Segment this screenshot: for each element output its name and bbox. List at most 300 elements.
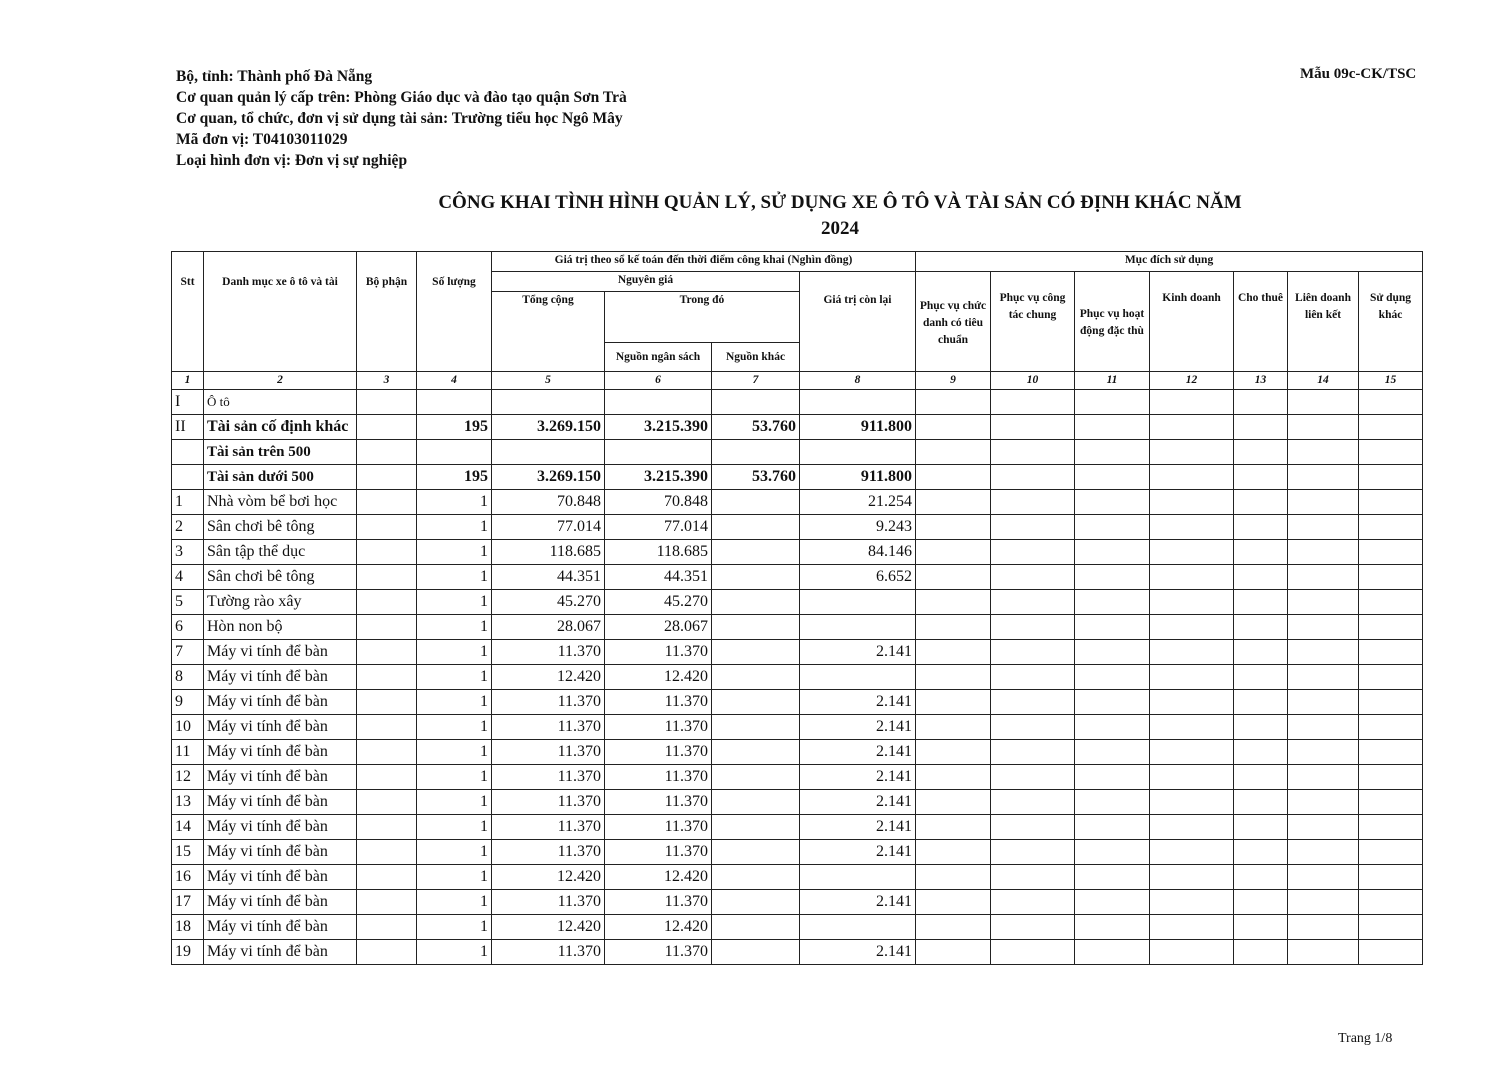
- department-cell: [357, 615, 417, 640]
- purpose-cell: [1075, 790, 1150, 815]
- remaining-value-cell: [800, 440, 916, 465]
- department-cell: [357, 565, 417, 590]
- header-line-unit-code: Mã đơn vị: T04103011029: [176, 131, 348, 148]
- purpose-cell: [916, 590, 991, 615]
- purpose-cell: [1234, 540, 1288, 565]
- remaining-value-cell: 2.141: [800, 640, 916, 665]
- table-row: [172, 465, 1423, 490]
- stt-cell: 13: [172, 790, 204, 815]
- total-cell: 11.370: [492, 940, 605, 965]
- total-cell: 12.420: [492, 665, 605, 690]
- quantity-cell: 1: [417, 840, 492, 865]
- purpose-cell: [916, 790, 991, 815]
- purpose-cell: [1234, 740, 1288, 765]
- remaining-value-cell: [800, 615, 916, 640]
- purpose-cell: [1075, 915, 1150, 940]
- purpose-cell: [1359, 565, 1423, 590]
- purpose-cell: [991, 490, 1075, 515]
- item-name-cell: Máy vi tính để bàn: [204, 665, 357, 690]
- budget-source-cell: 11.370: [605, 765, 712, 790]
- budget-source-cell: 11.370: [605, 690, 712, 715]
- purpose-cell: [1288, 715, 1359, 740]
- stt-cell: 5: [172, 590, 204, 615]
- department-cell: [357, 390, 417, 415]
- item-name-cell: Ô tô: [204, 390, 357, 415]
- purpose-cell: [1150, 515, 1234, 540]
- purpose-cell: [1150, 765, 1234, 790]
- purpose-cell: [991, 690, 1075, 715]
- purpose-cell: [1359, 865, 1423, 890]
- department-cell: [357, 465, 417, 490]
- department-cell: [357, 840, 417, 865]
- stt-cell: 17: [172, 890, 204, 915]
- purpose-cell: [916, 865, 991, 890]
- table-row: [172, 690, 1423, 715]
- table-row: [172, 640, 1423, 665]
- document-header: [176, 66, 627, 171]
- purpose-cell: [1150, 865, 1234, 890]
- purpose-cell: [991, 565, 1075, 590]
- purpose-cell: [1150, 490, 1234, 515]
- purpose-cell: [1359, 840, 1423, 865]
- purpose-cell: [991, 890, 1075, 915]
- other-source-cell: [712, 490, 800, 515]
- header-total: Tổng cộng: [492, 292, 605, 372]
- column-number: 12: [1150, 372, 1234, 390]
- purpose-cell: [1075, 690, 1150, 715]
- purpose-cell: [991, 790, 1075, 815]
- purpose-cell: [1359, 390, 1423, 415]
- item-name-cell: Máy vi tính để bàn: [204, 740, 357, 765]
- stt-cell: 10: [172, 715, 204, 740]
- purpose-cell: [1359, 715, 1423, 740]
- purpose-cell: [1075, 565, 1150, 590]
- header-department: Bộ phận: [357, 252, 417, 372]
- remaining-value-cell: 911.800: [800, 415, 916, 440]
- purpose-cell: [1288, 840, 1359, 865]
- table-row: [172, 665, 1423, 690]
- stt-cell: 7: [172, 640, 204, 665]
- purpose-cell: [1288, 740, 1359, 765]
- purpose-cell: [991, 765, 1075, 790]
- purpose-cell: [916, 665, 991, 690]
- purpose-cell: [1359, 790, 1423, 815]
- stt-cell: 16: [172, 865, 204, 890]
- remaining-value-cell: [800, 390, 916, 415]
- header-serve-title: Phục vụ chức danh có tiêu chuẩn: [916, 272, 991, 372]
- purpose-cell: [916, 515, 991, 540]
- purpose-cell: [1075, 865, 1150, 890]
- asset-table-body: [172, 390, 1423, 965]
- purpose-cell: [1075, 515, 1150, 540]
- purpose-cell: [916, 465, 991, 490]
- purpose-cell: [1150, 915, 1234, 940]
- budget-source-cell: 28.067: [605, 615, 712, 640]
- purpose-cell: [1150, 690, 1234, 715]
- remaining-value-cell: 2.141: [800, 890, 916, 915]
- purpose-cell: [1075, 490, 1150, 515]
- header-remaining-value: Giá trị còn lại: [800, 272, 916, 372]
- purpose-cell: [1359, 890, 1423, 915]
- purpose-cell: [1288, 565, 1359, 590]
- header-book-value-group: Giá trị theo sổ kế toán đến thời điểm công khai (Nghìn đồng): [492, 252, 916, 272]
- budget-source-cell: 11.370: [605, 640, 712, 665]
- other-source-cell: [712, 440, 800, 465]
- other-source-cell: [712, 840, 800, 865]
- purpose-cell: [1075, 740, 1150, 765]
- purpose-cell: [1234, 390, 1288, 415]
- item-name-cell: Tài sản trên 500: [204, 440, 357, 465]
- budget-source-cell: 11.370: [605, 790, 712, 815]
- purpose-cell: [1075, 815, 1150, 840]
- purpose-cell: [1234, 440, 1288, 465]
- purpose-cell: [1288, 390, 1359, 415]
- purpose-cell: [1234, 665, 1288, 690]
- stt-cell: 15: [172, 840, 204, 865]
- table-row: [172, 490, 1423, 515]
- purpose-cell: [1234, 640, 1288, 665]
- purpose-cell: [991, 940, 1075, 965]
- total-cell: 45.270: [492, 590, 605, 615]
- purpose-cell: [916, 540, 991, 565]
- remaining-value-cell: 2.141: [800, 715, 916, 740]
- header-of-which: Trong đó: [605, 292, 800, 343]
- quantity-cell: 1: [417, 590, 492, 615]
- purpose-cell: [991, 415, 1075, 440]
- purpose-cell: [1150, 640, 1234, 665]
- table-row: [172, 815, 1423, 840]
- purpose-cell: [1075, 540, 1150, 565]
- item-name-cell: Máy vi tính để bàn: [204, 915, 357, 940]
- purpose-cell: [1150, 390, 1234, 415]
- department-cell: [357, 740, 417, 765]
- purpose-cell: [916, 640, 991, 665]
- purpose-cell: [991, 515, 1075, 540]
- other-source-cell: [712, 815, 800, 840]
- purpose-cell: [916, 840, 991, 865]
- remaining-value-cell: 6.652: [800, 565, 916, 590]
- table-row: [172, 740, 1423, 765]
- stt-cell: 1: [172, 490, 204, 515]
- total-cell: 11.370: [492, 715, 605, 740]
- purpose-cell: [1359, 615, 1423, 640]
- purpose-cell: [1288, 940, 1359, 965]
- other-source-cell: [712, 765, 800, 790]
- purpose-cell: [916, 815, 991, 840]
- purpose-cell: [916, 440, 991, 465]
- total-cell: 11.370: [492, 640, 605, 665]
- remaining-value-cell: 2.141: [800, 940, 916, 965]
- remaining-value-cell: 2.141: [800, 815, 916, 840]
- purpose-cell: [1234, 465, 1288, 490]
- table-row: [172, 540, 1423, 565]
- column-number: 3: [357, 372, 417, 390]
- header-lease: Cho thuê: [1234, 272, 1288, 372]
- stt-cell: 18: [172, 915, 204, 940]
- asset-table: [171, 251, 1423, 965]
- purpose-cell: [991, 540, 1075, 565]
- total-cell: 11.370: [492, 840, 605, 865]
- item-name-cell: Hòn non bộ: [204, 615, 357, 640]
- column-number: 11: [1075, 372, 1150, 390]
- purpose-cell: [1359, 540, 1423, 565]
- total-cell: 12.420: [492, 915, 605, 940]
- remaining-value-cell: 2.141: [800, 840, 916, 865]
- other-source-cell: [712, 690, 800, 715]
- item-name-cell: Sân tập thể dục: [204, 540, 357, 565]
- purpose-cell: [1234, 915, 1288, 940]
- purpose-cell: [1234, 490, 1288, 515]
- header-other-use: Sử dụng khác: [1359, 272, 1423, 372]
- stt-cell: 19: [172, 940, 204, 965]
- budget-source-cell: 11.370: [605, 740, 712, 765]
- table-row: [172, 940, 1423, 965]
- purpose-cell: [1234, 615, 1288, 640]
- quantity-cell: [417, 440, 492, 465]
- column-number: 10: [991, 372, 1075, 390]
- column-number: 8: [800, 372, 916, 390]
- header-line-province: Bộ, tỉnh: Thành phố Đà Nẵng: [176, 68, 373, 85]
- other-source-cell: [712, 740, 800, 765]
- stt-cell: 4: [172, 565, 204, 590]
- purpose-cell: [1288, 865, 1359, 890]
- quantity-cell: 1: [417, 915, 492, 940]
- total-cell: 77.014: [492, 515, 605, 540]
- budget-source-cell: 11.370: [605, 815, 712, 840]
- table-row: [172, 890, 1423, 915]
- department-cell: [357, 865, 417, 890]
- department-cell: [357, 540, 417, 565]
- column-number: 7: [712, 372, 800, 390]
- purpose-cell: [1359, 815, 1423, 840]
- table-row: [172, 765, 1423, 790]
- quantity-cell: 1: [417, 715, 492, 740]
- other-source-cell: [712, 915, 800, 940]
- quantity-cell: [417, 390, 492, 415]
- purpose-cell: [916, 890, 991, 915]
- purpose-cell: [1234, 890, 1288, 915]
- page-number: Trang 1/8: [1338, 1031, 1393, 1046]
- item-name-cell: Máy vi tính để bàn: [204, 715, 357, 740]
- budget-source-cell: 3.215.390: [605, 415, 712, 440]
- purpose-cell: [991, 865, 1075, 890]
- header-budget-source: Nguồn ngân sách: [605, 343, 712, 372]
- stt-cell: 14: [172, 815, 204, 840]
- purpose-cell: [1150, 615, 1234, 640]
- total-cell: 3.269.150: [492, 415, 605, 440]
- table-row: [172, 590, 1423, 615]
- purpose-cell: [1234, 590, 1288, 615]
- stt-cell: II: [172, 415, 204, 440]
- purpose-cell: [916, 690, 991, 715]
- table-row: [172, 515, 1423, 540]
- purpose-cell: [1359, 465, 1423, 490]
- purpose-cell: [1075, 665, 1150, 690]
- header-line-superior-agency: Cơ quan quản lý cấp trên: Phòng Giáo dục và đào tạo quận Sơn Trà: [176, 89, 627, 106]
- quantity-cell: 1: [417, 940, 492, 965]
- purpose-cell: [916, 615, 991, 640]
- item-name-cell: Tài sản dưới 500: [204, 465, 357, 490]
- budget-source-cell: [605, 390, 712, 415]
- purpose-cell: [1288, 890, 1359, 915]
- quantity-cell: 1: [417, 690, 492, 715]
- remaining-value-cell: [800, 865, 916, 890]
- item-name-cell: Tường rào xây: [204, 590, 357, 615]
- budget-source-cell: 12.420: [605, 865, 712, 890]
- purpose-cell: [1288, 515, 1359, 540]
- header-joint-venture: Liên doanh liên kết: [1288, 272, 1359, 372]
- budget-source-cell: 12.420: [605, 915, 712, 940]
- purpose-cell: [1288, 790, 1359, 815]
- other-source-cell: [712, 890, 800, 915]
- purpose-cell: [1288, 915, 1359, 940]
- purpose-cell: [1288, 615, 1359, 640]
- quantity-cell: 1: [417, 490, 492, 515]
- item-name-cell: Máy vi tính để bàn: [204, 765, 357, 790]
- purpose-cell: [1234, 765, 1288, 790]
- budget-source-cell: 118.685: [605, 540, 712, 565]
- purpose-cell: [991, 665, 1075, 690]
- budget-source-cell: 11.370: [605, 840, 712, 865]
- header-original-price: Nguyên giá: [492, 272, 800, 292]
- total-cell: [492, 390, 605, 415]
- budget-source-cell: 44.351: [605, 565, 712, 590]
- purpose-cell: [1150, 815, 1234, 840]
- purpose-cell: [1234, 415, 1288, 440]
- remaining-value-cell: 9.243: [800, 515, 916, 540]
- stt-cell: 11: [172, 740, 204, 765]
- department-cell: [357, 790, 417, 815]
- purpose-cell: [1075, 940, 1150, 965]
- purpose-cell: [1075, 415, 1150, 440]
- other-source-cell: [712, 565, 800, 590]
- stt-cell: [172, 440, 204, 465]
- header-line-unit-type: Loại hình đơn vị: Đơn vị sự nghiệp: [176, 152, 408, 169]
- stt-cell: 6: [172, 615, 204, 640]
- table-row: [172, 440, 1423, 465]
- header-business: Kinh doanh: [1150, 272, 1234, 372]
- purpose-cell: [1075, 615, 1150, 640]
- remaining-value-cell: 2.141: [800, 740, 916, 765]
- quantity-cell: 195: [417, 465, 492, 490]
- purpose-cell: [1234, 565, 1288, 590]
- purpose-cell: [1359, 915, 1423, 940]
- purpose-cell: [916, 940, 991, 965]
- purpose-cell: [916, 715, 991, 740]
- column-number: 1: [172, 372, 204, 390]
- item-name-cell: Tài sản cố định khác: [204, 415, 357, 440]
- purpose-cell: [1150, 740, 1234, 765]
- department-cell: [357, 890, 417, 915]
- purpose-cell: [1075, 390, 1150, 415]
- total-cell: 11.370: [492, 690, 605, 715]
- purpose-cell: [1150, 565, 1234, 590]
- total-cell: 3.269.150: [492, 465, 605, 490]
- purpose-cell: [1150, 465, 1234, 490]
- purpose-cell: [991, 740, 1075, 765]
- purpose-cell: [1150, 790, 1234, 815]
- purpose-cell: [1150, 415, 1234, 440]
- budget-source-cell: 77.014: [605, 515, 712, 540]
- total-cell: 118.685: [492, 540, 605, 565]
- purpose-cell: [1359, 740, 1423, 765]
- column-number: 6: [605, 372, 712, 390]
- purpose-cell: [1075, 840, 1150, 865]
- purpose-cell: [1234, 865, 1288, 890]
- purpose-cell: [1359, 515, 1423, 540]
- purpose-cell: [1234, 790, 1288, 815]
- total-cell: 12.420: [492, 865, 605, 890]
- purpose-cell: [991, 390, 1075, 415]
- budget-source-cell: 11.370: [605, 940, 712, 965]
- department-cell: [357, 765, 417, 790]
- purpose-cell: [916, 915, 991, 940]
- other-source-cell: [712, 865, 800, 890]
- department-cell: [357, 515, 417, 540]
- purpose-cell: [991, 440, 1075, 465]
- item-name-cell: Máy vi tính để bàn: [204, 640, 357, 665]
- other-source-cell: [712, 715, 800, 740]
- purpose-cell: [991, 815, 1075, 840]
- document-title-year: 2024: [821, 218, 859, 239]
- total-cell: 11.370: [492, 765, 605, 790]
- department-cell: [357, 915, 417, 940]
- purpose-cell: [1288, 640, 1359, 665]
- department-cell: [357, 415, 417, 440]
- quantity-cell: 1: [417, 815, 492, 840]
- remaining-value-cell: 2.141: [800, 690, 916, 715]
- document-title: CÔNG KHAI TÌNH HÌNH QUẢN LÝ, SỬ DỤNG XE Ô TÔ VÀ TÀI SẢN CÓ ĐỊNH KHÁC NĂM: [438, 192, 1242, 213]
- other-source-cell: [712, 390, 800, 415]
- purpose-cell: [1150, 540, 1234, 565]
- budget-source-cell: 12.420: [605, 665, 712, 690]
- purpose-cell: [1288, 540, 1359, 565]
- remaining-value-cell: 21.254: [800, 490, 916, 515]
- header-serve-general: Phục vụ công tác chung: [991, 272, 1075, 372]
- total-cell: 11.370: [492, 890, 605, 915]
- quantity-cell: 1: [417, 515, 492, 540]
- other-source-cell: [712, 790, 800, 815]
- table-row: [172, 390, 1423, 415]
- total-cell: 11.370: [492, 790, 605, 815]
- stt-cell: 2: [172, 515, 204, 540]
- column-number-row: [172, 372, 1423, 390]
- purpose-cell: [1288, 690, 1359, 715]
- purpose-cell: [991, 590, 1075, 615]
- table-row: [172, 565, 1423, 590]
- purpose-cell: [1150, 665, 1234, 690]
- table-row: [172, 790, 1423, 815]
- purpose-cell: [991, 915, 1075, 940]
- purpose-cell: [1288, 465, 1359, 490]
- total-cell: 11.370: [492, 815, 605, 840]
- purpose-cell: [991, 615, 1075, 640]
- quantity-cell: 1: [417, 790, 492, 815]
- budget-source-cell: 11.370: [605, 890, 712, 915]
- quantity-cell: 1: [417, 640, 492, 665]
- column-number: 9: [916, 372, 991, 390]
- budget-source-cell: 70.848: [605, 490, 712, 515]
- purpose-cell: [1150, 715, 1234, 740]
- purpose-cell: [1150, 440, 1234, 465]
- column-number: 14: [1288, 372, 1359, 390]
- purpose-cell: [1234, 940, 1288, 965]
- total-cell: 44.351: [492, 565, 605, 590]
- item-name-cell: Máy vi tính để bàn: [204, 865, 357, 890]
- purpose-cell: [1359, 640, 1423, 665]
- remaining-value-cell: [800, 915, 916, 940]
- purpose-cell: [1075, 465, 1150, 490]
